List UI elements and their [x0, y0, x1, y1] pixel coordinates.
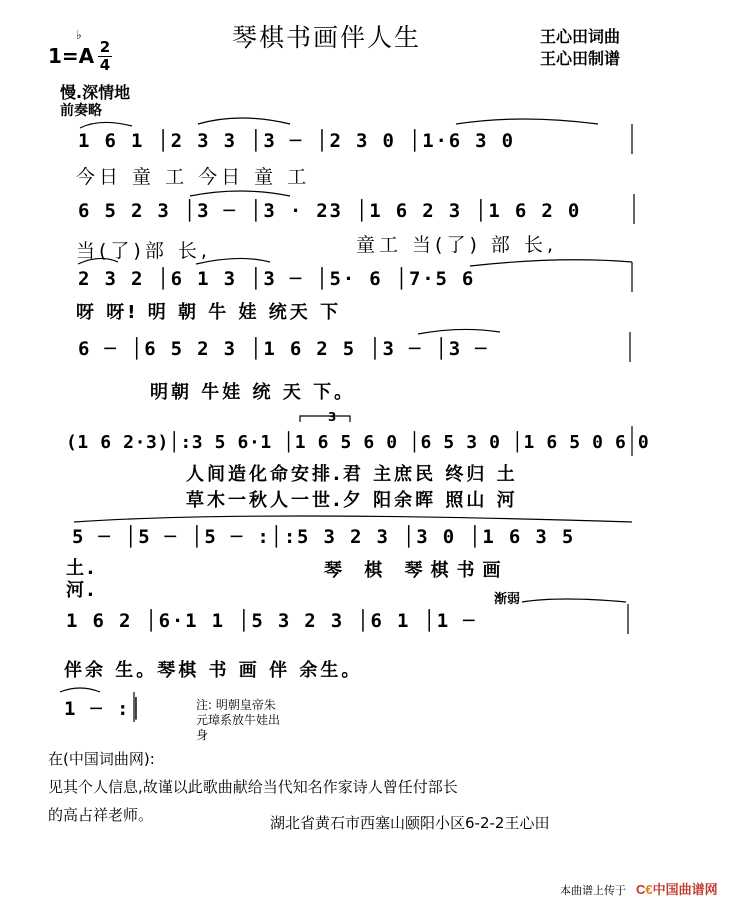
lyrics-row-2b: 童工 当(了) 部 长,: [356, 234, 557, 256]
song-title: 琴棋书画伴人生: [232, 23, 422, 52]
tempo-marking: 慢.深情地: [60, 83, 131, 102]
lyrics-row-2a: 当(了)部 长,: [76, 240, 211, 262]
lyrics-row-4: 明朝 牛娃 统 天 下。: [150, 382, 356, 403]
address-line: 湖北省黄石市西塞山颐阳小区6-2-2王心田: [270, 814, 550, 832]
footnote-line-1: 注: 明朝皇帝朱: [196, 698, 276, 712]
lyrics-row-1: 今日 童 工 今日 童 工: [76, 166, 311, 188]
notation-row-1: 1 6 1 │2 3 3 │3 ─ │2 3 0 │1·6 3 0: [78, 130, 515, 152]
notation-row-5: (1 6 2·3)│:3 5 6·1 │1 6 5 6 0 │6 5 3 0 │1 6 5 0 6 0: [66, 432, 650, 453]
notation-row-3: 2 3 2 │6 1 3 │3 ─ │5· 6 │7·5 6: [78, 268, 476, 290]
time-denominator: 4: [99, 56, 111, 74]
logo-c-icon: C: [636, 882, 646, 897]
lyrics-row-5b: 草木一秋人一世.夕 阳余晖 照山 河: [186, 490, 518, 511]
notation-row-4: 6 ─ │6 5 2 3 │1 6 2 5 │3 ─ │3 ─: [78, 338, 489, 360]
footnote-line-2: 元璋系放牛娃出: [196, 713, 281, 727]
dynamic-marking: 渐弱: [494, 592, 521, 607]
notation-row-7: 1 6 2 │6·1 1 │5 3 2 3 │6 1 │1 ─: [66, 610, 477, 632]
dedication-line-1: 见其个人信息,故谨以此歌曲献给当代知名作家诗人曾任付部长: [48, 778, 458, 796]
lyricist-credit: 王心田词曲: [540, 27, 621, 46]
arranger-credit: 王心田制谱: [540, 49, 621, 68]
dedication-line-2: 的高占祥老师。: [48, 806, 154, 824]
source-line: 在(中国词曲网):: [48, 750, 155, 768]
time-numerator: 2: [99, 38, 111, 56]
triplet-mark: 3: [328, 410, 337, 424]
prelude-note: 前奏略: [60, 103, 102, 119]
ending-lyric-2: 河.: [66, 580, 97, 601]
logo-e-icon: €: [645, 882, 653, 897]
notation-row-8: 1 ─ :│: [64, 698, 144, 720]
ending-lyric-1: 土.: [66, 558, 97, 579]
upload-label: 本曲谱上传于: [560, 884, 626, 897]
logo-text: 中国曲谱网: [652, 882, 718, 897]
key-signature: 1=A: [48, 44, 95, 68]
lyrics-row-6: 琴 棋 琴棋书画: [324, 560, 509, 581]
notation-row-6: 5 ─ │5 ─ │5 ─ :│:5 3 2 3 │3 0 │1 6 3 5: [72, 526, 576, 548]
lyrics-row-3: 呀 呀! 明 朝 牛 娃 统天 下: [76, 302, 342, 323]
flat-sign: ♭: [76, 28, 82, 42]
lyrics-row-5a: 人间造化命安排.君 主庶民 终归 土: [186, 464, 518, 485]
footnote-line-3: 身: [196, 728, 209, 742]
notation-row-2: 6 5 2 3 │3 ─ │3 · 23 │1 6 2 3 │1 6 2 0: [78, 200, 582, 222]
lyrics-row-7: 伴余 生。琴棋 书 画 伴 余生。: [64, 660, 363, 681]
